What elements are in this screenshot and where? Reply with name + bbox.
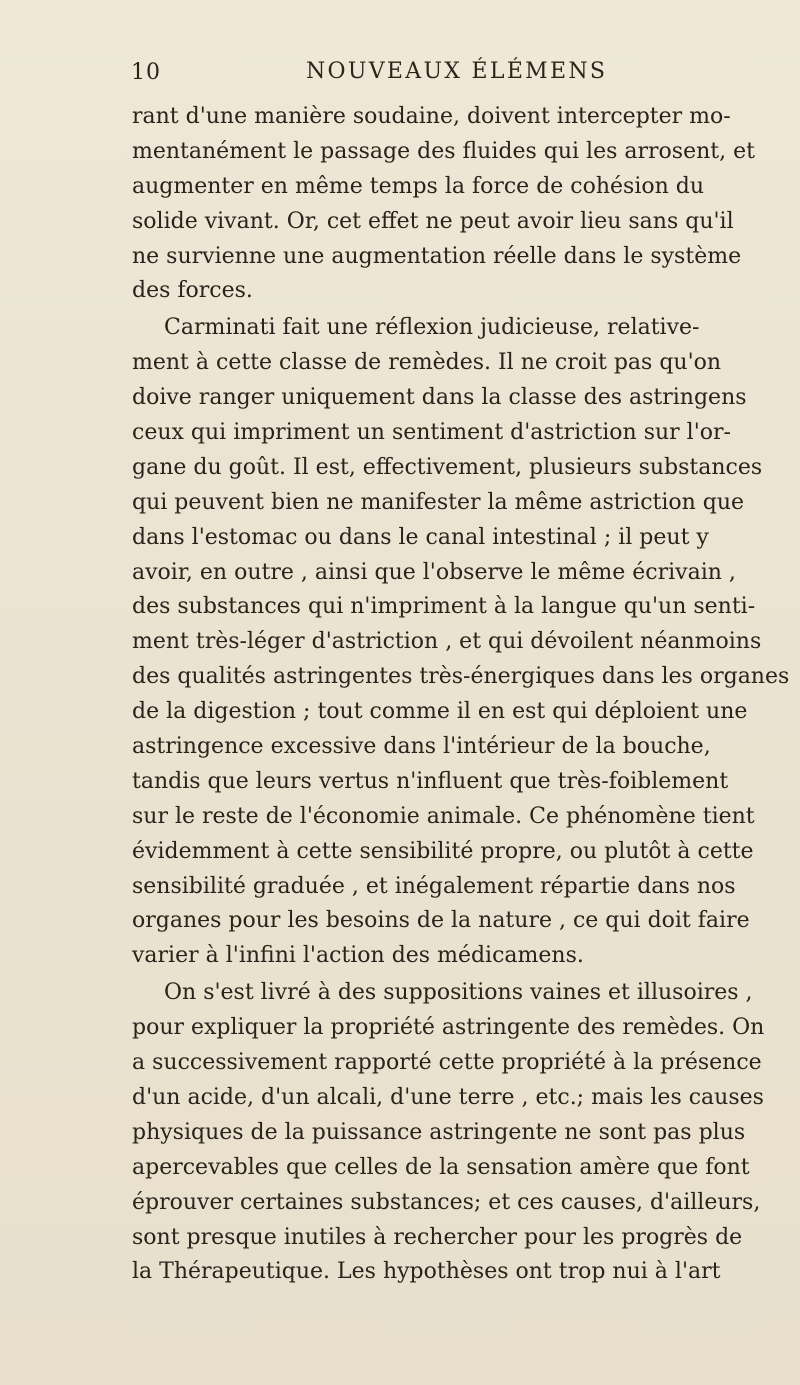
text-line: a successivement rapporté cette propriété à la présence: [132, 1050, 762, 1076]
text-line: rant d'une manière soudaine, doivent intercepter mo-: [132, 104, 731, 129]
text-line: sur le reste de l'économie animale. Ce phénomène tient: [132, 803, 755, 829]
text-line: d'un acide, d'un alcali, d'une terre , etc.; mais les causes: [132, 1084, 764, 1110]
page-number: 10: [131, 60, 161, 85]
text-line: dans l'estomac ou dans le canal intestinal ; il peut y: [132, 524, 709, 550]
text-line: avoir, en outre , ainsi que l'observe le même écrivain ,: [132, 559, 736, 585]
text-line: la Thérapeutique. Les hypothèses ont trop nui à l'art: [132, 1259, 721, 1285]
paragraph-1: [132, 100, 755, 309]
paragraph-3: [132, 976, 765, 1290]
text-line: sensibilité graduée , et inégalement répartie dans nos: [132, 873, 736, 899]
text-line: organes pour les besoins de la nature , ce qui doit faire: [132, 908, 750, 934]
text-line: éprouver certaines substances; et ces causes, d'ailleurs,: [132, 1189, 761, 1215]
text-line: astringence excessive dans l'intérieur de la bouche,: [132, 734, 711, 760]
text-line: augmenter en même temps la force de cohésion du: [132, 173, 705, 199]
text-line: des forces.: [132, 278, 253, 304]
text-line: pour expliquer la propriété astringente des remèdes. On: [132, 1015, 765, 1041]
text-line: ment très-léger d'astriction , et qui dévoilent néanmoins: [132, 629, 762, 655]
text-line: ceux qui impriment un sentiment d'astriction sur l'or-: [132, 420, 731, 446]
text-line: apercevables que celles de la sensation amère que font: [132, 1154, 750, 1180]
body-text: [132, 100, 790, 1290]
text-line: doive ranger uniquement dans la classe des astringens: [132, 385, 747, 411]
running-title: NOUVEAUX ÉLÉMENS: [306, 59, 608, 84]
text-line: des qualités astringentes très-énergiques dans les organes: [132, 664, 790, 690]
page-header: [131, 59, 691, 95]
text-line: évidemment à cette sensibilité propre, ou plutôt à cette: [132, 838, 754, 864]
text-line: physiques de la puissance astringente ne sont pas plus: [132, 1119, 746, 1145]
text-line: qui peuvent bien ne manifester la même astriction que: [132, 489, 745, 515]
text-line: Carminati fait une réflexion judicieuse, relative-: [164, 315, 700, 341]
text-line: des substances qui n'impriment à la langue qu'un senti-: [132, 594, 756, 620]
text-line: gane du goût. Il est, effectivement, plusieurs substances: [132, 454, 763, 480]
text-line: sont presque inutiles à rechercher pour les progrès de: [132, 1224, 743, 1250]
text-line: ment à cette classe de remèdes. Il ne croit pas qu'on: [132, 350, 722, 376]
text-line: tandis que leurs vertus n'influent que très-foiblement: [132, 768, 729, 794]
text-line: On s'est livré à des suppositions vaines et illusoires ,: [164, 980, 753, 1006]
text-line: mentanément le passage des fluides qui les arrosent, et: [132, 138, 755, 164]
text-line: ne survienne une augmentation réelle dans le système: [132, 243, 742, 269]
text-line: de la digestion ; tout comme il en est qui déploient une: [132, 699, 748, 725]
paragraph-2: [132, 311, 790, 974]
text-line: solide vivant. Or, cet effet ne peut avoir lieu sans qu'il: [132, 208, 734, 234]
text-line: varier à l'infini l'action des médicamens.: [132, 943, 584, 969]
